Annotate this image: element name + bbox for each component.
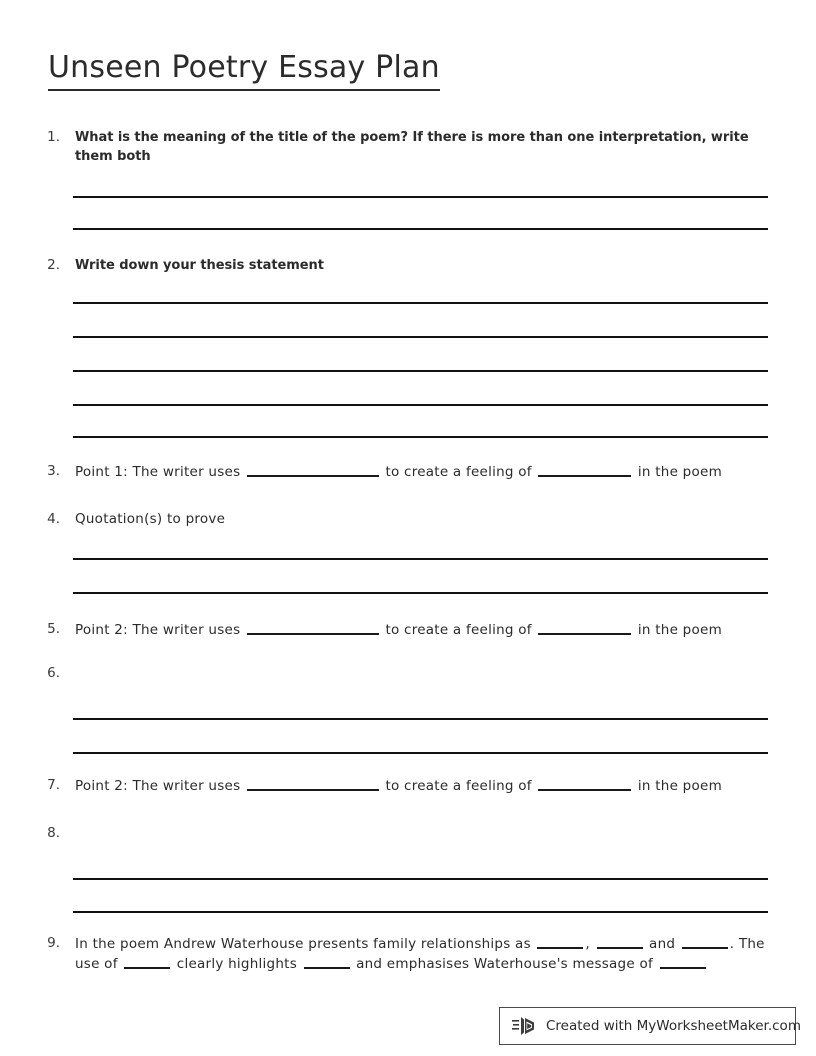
answer-line[interactable]	[73, 752, 768, 754]
answer-line[interactable]	[73, 404, 768, 406]
fill-in-blank[interactable]	[597, 934, 643, 949]
question-text: Quotation(s) to prove	[75, 511, 226, 527]
fill-in-blank[interactable]	[538, 776, 631, 791]
fill-in-blank[interactable]	[538, 462, 631, 477]
question-item	[0, 510, 816, 529]
question-number: 2.	[47, 257, 60, 273]
question-item	[0, 664, 816, 683]
question-item	[0, 128, 816, 166]
fill-in-blank[interactable]	[247, 620, 379, 635]
answer-line[interactable]	[73, 911, 768, 913]
question-item	[0, 934, 816, 974]
question-text: Point 2: The writer uses to create a feeling of in the poem	[75, 622, 722, 638]
question-number: 4.	[47, 511, 60, 527]
fill-in-blank[interactable]	[247, 776, 379, 791]
question-item	[0, 776, 816, 796]
fill-in-blank[interactable]	[682, 934, 728, 949]
answer-line[interactable]	[73, 302, 768, 304]
fill-in-blank[interactable]	[538, 620, 631, 635]
question-number: 8.	[47, 825, 60, 841]
answer-line[interactable]	[73, 336, 768, 338]
answer-line[interactable]	[73, 558, 768, 560]
answer-line[interactable]	[73, 228, 768, 230]
worksheet-maker-logo-icon	[512, 1014, 538, 1038]
question-text: In the poem Andrew Waterhouse presents family relationships as , and . The use of clearly highlights and emphasises Waterhouse's message of	[75, 936, 765, 972]
page-title: Unseen Poetry Essay Plan	[48, 48, 440, 91]
created-with-badge-label: Created with MyWorksheetMaker.com	[546, 1018, 801, 1034]
answer-line[interactable]	[73, 436, 768, 438]
question-number: 3.	[47, 463, 60, 479]
answer-line[interactable]	[73, 878, 768, 880]
question-number: 9.	[47, 935, 60, 951]
question-number: 6.	[47, 665, 60, 681]
question-text: What is the meaning of the title of the poem? If there is more than one interpretation, write them both	[75, 130, 749, 164]
question-number: 7.	[47, 777, 60, 793]
question-item	[0, 256, 816, 275]
created-with-badge	[499, 1007, 801, 1045]
question-item	[0, 462, 816, 482]
answer-line[interactable]	[73, 718, 768, 720]
fill-in-blank[interactable]	[660, 954, 706, 969]
fill-in-blank[interactable]	[304, 954, 350, 969]
answer-line[interactable]	[73, 196, 768, 198]
question-text	[75, 664, 768, 683]
fill-in-blank[interactable]	[537, 934, 583, 949]
question-text	[75, 824, 768, 843]
answer-line[interactable]	[73, 592, 768, 594]
question-number: 1.	[47, 129, 60, 145]
fill-in-blank[interactable]	[124, 954, 170, 969]
question-text: Point 2: The writer uses to create a feeling of in the poem	[75, 778, 722, 794]
fill-in-blank[interactable]	[247, 462, 379, 477]
question-number: 5.	[47, 621, 60, 637]
question-item	[0, 824, 816, 843]
question-item	[0, 620, 816, 640]
question-text: Point 1: The writer uses to create a feeling of in the poem	[75, 464, 722, 480]
answer-line[interactable]	[73, 370, 768, 372]
question-text: Write down your thesis statement	[75, 258, 324, 273]
